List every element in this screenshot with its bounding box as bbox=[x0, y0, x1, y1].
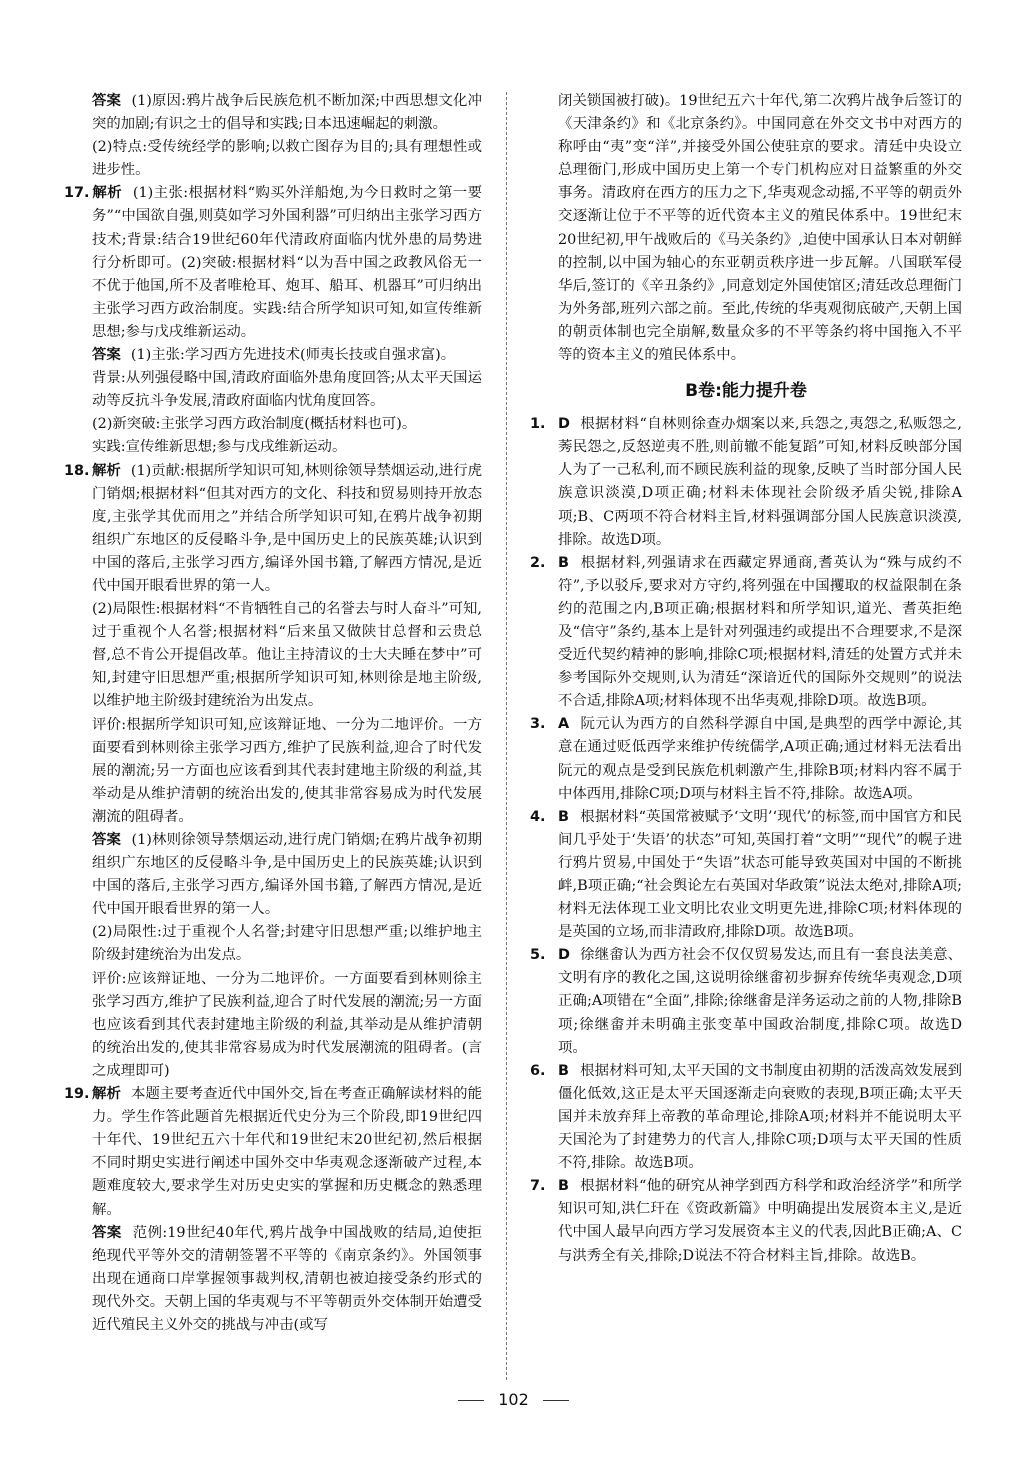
question-number: 1. bbox=[530, 416, 546, 433]
question-number: 6. bbox=[530, 1062, 546, 1079]
answer-letter: D bbox=[558, 416, 570, 433]
answer-letter: B bbox=[558, 1178, 569, 1195]
column-divider bbox=[506, 92, 507, 1380]
analysis-text: 本题主要考查近代中国外交,旨在考查正确解读材料的能力。学生作答此题首先根据近代史分为三个阶段,即19世纪四十年代、19世纪五六十年代和19世纪末20世纪初,然后根据不同时期史实进行阐述中国外交中华夷观念逐渐破产过程,本题难度较大,要求学生对历史史实的掌握和历史概念的熟悉理解。 bbox=[92, 1086, 482, 1218]
answer-text: 范例:19世纪40年代,鸦片战争中国战败的结局,迫使拒绝现代平等外交的清朝签署不平等的《南京条约》。外国领事出现在通商口岸掌握领事裁判权,清朝也被迫接受条约形式的现代外交。天朝上国的华夷观与不平等朝贡外交体制开始遭受近代殖民主义外交的挑战与冲击(或写 bbox=[92, 1224, 482, 1333]
answer-letter: B bbox=[558, 1062, 569, 1079]
analysis-text: (1)贡献:根据所学知识可知,林则徐领导禁烟运动,进行虎门销烟;根据材料“但其对西方的文化、科技和贸易则持开放态度,主张学其优而用之”并结合所学知识可知,在鸦片战争初期组织广东地区的反侵略斗争,是中国历史上的民族英雄;认识到中国的落后,主张学习西方,编译外国书籍,了解西方情况,是近代中国开眼看世界的第一人。 bbox=[92, 462, 482, 594]
explanation-text: 阮元认为西方的自然科学源自中国,是典型的西学中源论,其意在通过贬低西学来维护传统儒学,A项正确;通过材料无法看出阮元的观点是受到民族危机刺激产生,排除B项;材料内容不属于中体西用,排除C项;D项与材料主旨不符,排除。故选A项。 bbox=[558, 716, 962, 802]
answer-text: (1)林则徐领导禁烟运动,进行虎门销烟;在鸦片战争初期组织广东地区的反侵略斗争,是中国历史上的民族英雄;认识到中国的落后,主张学习西方,编译外国书籍,了解西方情况,是近代中国开眼看世界的第一人。 bbox=[92, 832, 482, 918]
answer-label: 答案 bbox=[92, 347, 121, 364]
answer-label: 答案 bbox=[92, 1224, 122, 1241]
answer-text: (1)原因:鸦片战争后民族危机不断加深;中西思想文化冲突的加剧;有识之士的倡导和实践;日本迅速崛起的刺激。 bbox=[92, 93, 482, 133]
analysis-label: 解析 bbox=[92, 462, 121, 479]
answer-19 bbox=[64, 1222, 482, 1337]
mcq-item bbox=[530, 1060, 962, 1175]
answer-letter: B bbox=[558, 808, 569, 825]
analysis-18-part3: 评价:根据所学知识可知,应该辩证地、一分为二地评价。一方面要看到林则徐主张学习西方,维护了民族利益,迎合了时代发展的潮流;另一方面也应该看到其代表封建地主阶级的利益,其举动是从维护清朝的统治出发的,使其非常容易成为时代发展潮流的阻碍者。 bbox=[92, 716, 482, 825]
analysis-label: 解析 bbox=[92, 185, 123, 202]
question-number: 3. bbox=[530, 716, 546, 733]
answer-18-part3: 评价:应该辩证地、一分为二地评价。一方面要看到林则徐主张学习西方,维护了民族利益,迎合了时代发展的潮流;另一方面也应该看到其代表封建地主阶级的利益,其举动是从维护清朝的统治出发的,使其非常容易成为时代发展潮流的阻碍者。(言之成理即可) bbox=[92, 970, 482, 1079]
answer-label: 答案 bbox=[92, 93, 122, 109]
mcq-item bbox=[530, 944, 962, 1059]
answer-letter: B bbox=[558, 554, 569, 571]
answer-16 bbox=[64, 90, 482, 136]
mcq-item bbox=[530, 413, 962, 552]
left-column bbox=[64, 90, 482, 1337]
mcq-list bbox=[530, 413, 962, 1267]
answer-17 bbox=[64, 344, 482, 367]
question-number: 2. bbox=[530, 554, 546, 571]
question-number: 18. bbox=[64, 462, 90, 479]
dash-right bbox=[543, 1400, 569, 1401]
mcq-item bbox=[530, 552, 962, 714]
explanation-text: 根据材料“自林则徐查办烟案以来,兵怨之,夷怨之,私贩怨之,莠民怨之,反怒逆夷不胜,则前辙不能复蹈”可知,材料反映部分国人为了一己私利,而不顾民族利益的现象,反映了当时部分国人民族意识淡漠,D项正确;材料未体现社会阶级矛盾尖锐,排除A项;B、C两项不符合材料主旨,材料强调部分国人民族意识淡漠,排除。故选D项。 bbox=[558, 416, 962, 548]
question-number: 17. bbox=[64, 185, 90, 202]
answer-letter: D bbox=[558, 947, 570, 964]
analysis-label: 解析 bbox=[92, 1086, 121, 1103]
question-number: 5. bbox=[530, 947, 546, 964]
answer-label: 答案 bbox=[92, 832, 122, 848]
answer-17-part3: (2)新突破:主张学习西方政治制度(概括材料也可)。 bbox=[92, 416, 417, 433]
mcq-item bbox=[530, 1175, 962, 1267]
explanation-text: 根据材料“英国常被赋予‘文明’‘现代’的标签,而中国官方和民间几乎处于‘失语’的状态”可知,英国打着“文明”“现代”的幌子进行鸦片贸易,中国处于“失语”状态可能导致英国对中国的不断挑衅,B项正确;“社会舆论左右英国对华政策”说法太绝对,排除A项;材料无法体现工业文明比农业文明更先进,排除C项;材料体现的是英国的立场,而非清政府,排除D项。故选B项。 bbox=[558, 808, 962, 941]
answer-18 bbox=[64, 829, 482, 921]
analysis-19 bbox=[64, 1083, 482, 1222]
answer-letter: A bbox=[558, 716, 570, 733]
mcq-item bbox=[530, 713, 962, 805]
analysis-text: (1)主张:根据材料“购买外洋船炮,为今日救时之第一要务”“中国欲自强,则莫如学习外国利器”可归纳出主张学习西方技术;背景:结合19世纪60年代清政府面临内忧外患的局势进行分析即可。(2)突破:根据材料“以为吾中国之政教风俗无一不优于他国,所不及者唯枪耳、炮耳、船耳、机器耳”可归纳出主张学习西方政治制度。实践:结合所学知识可知,如宣传维新思想;参与戊戌维新运动。 bbox=[92, 185, 482, 340]
answer-18-part2: (2)局限性:过于重视个人名誉;封建守旧思想严重;以维护地主阶级封建统治为出发点。 bbox=[92, 924, 482, 964]
explanation-text: 根据材料“他的研究从神学到西方科学和政治经济学”和所学知识可知,洪仁玕在《资政新篇》中明确提出发展资本主义,是近代中国人最早向西方学习发展资本主义的代表,因此B正确;A、C与洪秀全有关,排除;D说法不符合材料主旨,排除。故选B。 bbox=[558, 1178, 962, 1264]
analysis-17 bbox=[64, 182, 482, 344]
explanation-text: 根据材料,列强请求在西藏定界通商,耆英认为“殊与成约不符”,予以驳斥,要求对方守约,将列强在中国攫取的权益限制在条约的范围之内,B项正确;根据材料和所学知识,道光、耆英拒绝及“信守”条约,基本上是针对列强违约或提出不合理要求,不是深受近代契约精神的影响,排除C项;根据材料,清廷的处置方式并未参考国际外交规则,认为清廷“深谙近代的国际外交规则”的说法不合适,排除A项;材料体现不出华夷观,排除D项。故选B项。 bbox=[558, 554, 962, 710]
question-number: 7. bbox=[530, 1178, 546, 1195]
question-number: 19. bbox=[64, 1086, 90, 1103]
answer-text: (1)主张:学习西方先进技术(师夷长技或自强求富)。 bbox=[130, 347, 456, 364]
analysis-18 bbox=[64, 460, 482, 599]
explanation-text: 根据材料可知,太平天国的文书制度由初期的活泼高效发展到僵化低效,这正是太平天国逐渐走向衰败的表现,B项正确;太平天国并未放弃拜上帝教的革命理论,排除A项;材料并不能说明太平天国沦为了封建势力的代言人,排除C项;D项与太平天国的性质不符,排除。故选B项。 bbox=[558, 1062, 962, 1172]
question-number: 4. bbox=[530, 808, 546, 825]
mcq-item bbox=[530, 806, 962, 945]
explanation-text: 徐继畬认为西方社会不仅仅贸易发达,而且有一套良法美意、文明有序的教化之国,这说明徐继畬初步摒弃传统华夷观念,D项正确;A项错在“全面”,排除;徐继畬是洋务运动之前的人物,排除B项;徐继畬并未明确主张变革中国政治制度,排除C项。故选D项。 bbox=[558, 947, 962, 1056]
answer-16-part2: (2)特点:受传统经学的影响;以救亡图存为目的;具有理想性或进步性。 bbox=[92, 139, 482, 179]
answer-19-continued: 闭关锁国被打破)。19世纪五六十年代,第二次鸦片战争后签订的《天津条约》和《北京条约》。中国同意在外交文书中对西方的称呼由“夷”变“洋”,并接受外国公使驻京的要求。清廷中央设立总理衙门,形成中国历史上第一个专门机构应对日益繁重的外交事务。清政府在西方的压力之下,华夷观念动摇,不平等的朝贡外交逐渐让位于不平等的近代资本主义的殖民体系中。19世纪末20世纪初,甲午战败后的《马关条约》,迫使中国承认日本对朝鲜的控制,以中国为轴心的东亚朝贡秩序进一步瓦解。八国联军侵华后,签订的《辛丑条约》,同意划定外国使馆区;清廷改总理衙门为外务部,班列六部之前。至此,传统的华夷观彻底破产,天朝上国的朝贡体制也完全崩解,数量众多的不平等条约将中国拖入不平等的资本主义的殖民体系中。 bbox=[558, 93, 962, 364]
page-number bbox=[0, 1390, 1027, 1409]
dash-left bbox=[458, 1400, 484, 1401]
answer-17-part4: 实践:宣传维新思想;参与戊戌维新运动。 bbox=[92, 439, 347, 456]
right-column bbox=[530, 90, 962, 1268]
answer-17-part2: 背景:从列强侵略中国,清政府面临外患角度回答;从太平天国运动等反抗斗争发展,清政府面临内忧角度回答。 bbox=[92, 370, 482, 410]
section-title: B卷:能力提升卷 bbox=[685, 381, 807, 402]
page-number-text: 102 bbox=[498, 1390, 529, 1409]
analysis-18-part2: (2)局限性:根据材料“不肯牺牲自己的名誉去与时人奋斗”可知,过于重视个人名誉;根据材料“后来虽又做陕甘总督和云贵总督,总不肯公开提倡改革。他让主持清议的士大夫睡在梦中”可知,封建守旧思想严重;根据所学知识可知,林则徐是地主阶级,以维护地主阶级封建统治为出发点。 bbox=[92, 601, 482, 710]
